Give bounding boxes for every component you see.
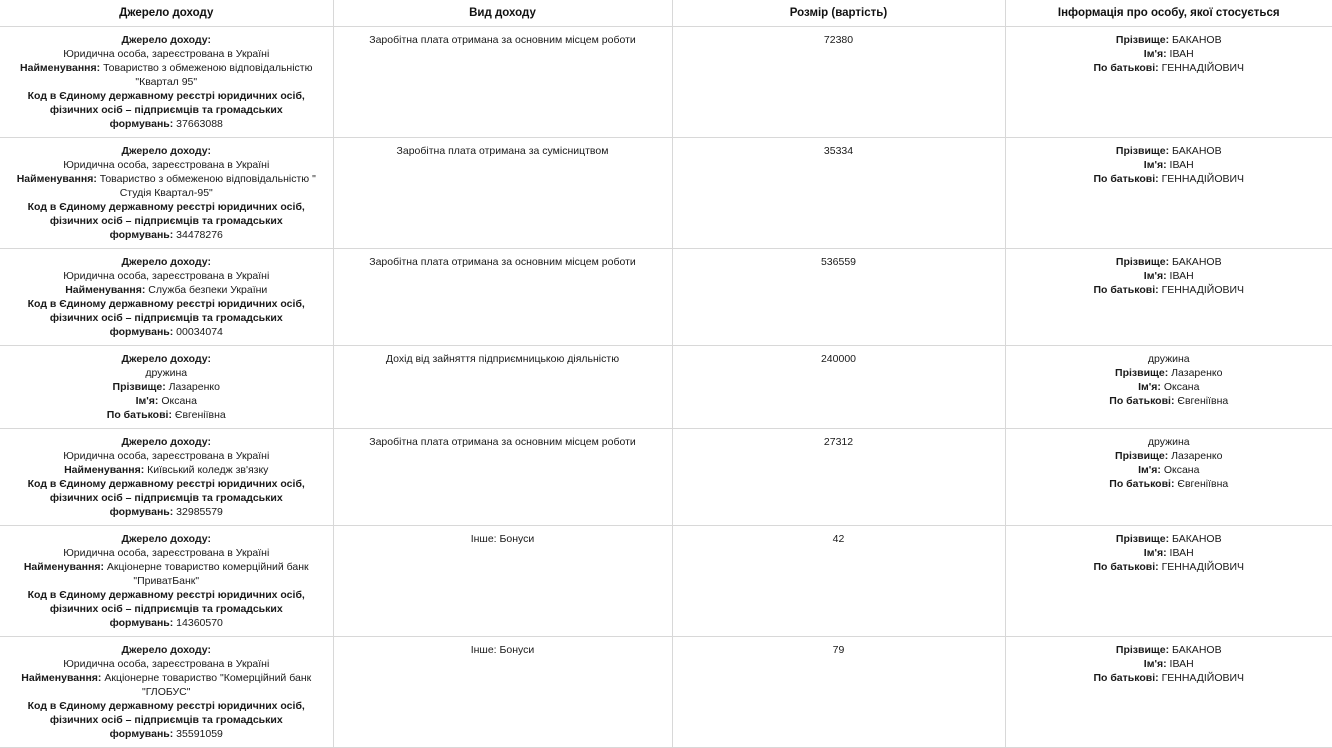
cell-income-type: Заробітна плата отримана за основним місцем роботи bbox=[333, 27, 672, 138]
cell-source bbox=[0, 526, 333, 637]
column-header-source: Джерело доходу bbox=[0, 0, 333, 27]
source-name-label: Прізвище: bbox=[112, 381, 166, 393]
source-code-label-3: формувань: bbox=[109, 229, 174, 241]
table-row bbox=[0, 637, 1332, 748]
person-patronymic-label: По батькові: bbox=[1109, 395, 1175, 407]
source-entity-type: дружина bbox=[145, 367, 188, 379]
source-name-value: Акціонерне товариство "Комерційний банк "ГЛОБУС" bbox=[104, 672, 312, 698]
person-patronymic: ГЕННАДІЙОВИЧ bbox=[1161, 672, 1245, 684]
source-code-label-3: формувань: bbox=[109, 326, 174, 338]
source-code-value: Євгеніївна bbox=[174, 409, 226, 421]
source-title: Джерело доходу: bbox=[121, 353, 211, 365]
column-header-income-type: Вид доходу bbox=[333, 0, 672, 27]
person-first-name-label: Ім'я: bbox=[1143, 159, 1167, 171]
table-header-row bbox=[0, 0, 1332, 27]
cell-person bbox=[1005, 526, 1332, 637]
person-first-name: Оксана bbox=[1163, 464, 1200, 476]
source-name-value: Товариство з обмеженою відповідальністю " Студія Квартал-95" bbox=[99, 173, 316, 199]
source-code-value: 00034074 bbox=[176, 326, 223, 338]
source-code-value: 32985579 bbox=[176, 506, 223, 518]
source-entity-type: Юридична особа, зареєстрована в Україні bbox=[63, 270, 270, 282]
source-name-label: Найменування: bbox=[65, 284, 146, 296]
person-last-name: БАКАНОВ bbox=[1172, 145, 1222, 157]
cell-amount: 79 bbox=[672, 637, 1005, 748]
person-relation: дружина bbox=[1147, 353, 1190, 365]
source-title: Джерело доходу: bbox=[121, 34, 211, 46]
source-name-label: Найменування: bbox=[21, 672, 102, 684]
person-first-name-label: Ім'я: bbox=[1138, 464, 1161, 476]
cell-source bbox=[0, 27, 333, 138]
cell-source bbox=[0, 249, 333, 346]
source-code-label-1: Ім'я: bbox=[135, 395, 159, 407]
cell-person bbox=[1005, 138, 1332, 249]
person-last-name-label: Прізвище: bbox=[1115, 533, 1170, 545]
person-first-name: Оксана bbox=[1163, 381, 1200, 393]
source-code-label-1: Код в Єдиному державному реєстрі юридичних осіб, bbox=[27, 478, 305, 490]
source-code-value: 37663088 bbox=[176, 118, 223, 130]
person-last-name-label: Прізвище: bbox=[1115, 145, 1170, 157]
source-entity-type: Юридична особа, зареєстрована в Україні bbox=[63, 159, 270, 171]
cell-amount: 27312 bbox=[672, 429, 1005, 526]
source-entity-type: Юридична особа, зареєстрована в Україні bbox=[63, 450, 270, 462]
source-code-label-3: формувань: bbox=[109, 118, 174, 130]
cell-source bbox=[0, 429, 333, 526]
person-first-name: ІВАН bbox=[1169, 270, 1194, 282]
person-last-name-label: Прізвище: bbox=[1115, 367, 1169, 379]
person-first-name-label: Ім'я: bbox=[1143, 48, 1167, 60]
person-patronymic-label: По батькові: bbox=[1093, 62, 1159, 74]
person-patronymic: ГЕННАДІЙОВИЧ bbox=[1161, 561, 1245, 573]
person-last-name: Лазаренко bbox=[1171, 450, 1223, 462]
source-code-label-1: Код в Єдиному державному реєстрі юридичних осіб, bbox=[27, 90, 305, 102]
person-patronymic: ГЕННАДІЙОВИЧ bbox=[1161, 284, 1245, 296]
person-first-name-label: Ім'я: bbox=[1143, 547, 1167, 559]
person-first-name: ІВАН bbox=[1169, 547, 1194, 559]
source-code-label-2: Оксана bbox=[161, 395, 197, 407]
cell-person bbox=[1005, 429, 1332, 526]
person-last-name-label: Прізвище: bbox=[1115, 644, 1170, 656]
source-name-value: Товариство з обмеженою відповідальністю "Квартал 95" bbox=[103, 62, 313, 88]
source-code-label-2: фізичних осіб – підприємців та громадських bbox=[49, 603, 283, 615]
person-patronymic: Євгеніївна bbox=[1177, 478, 1229, 490]
cell-person bbox=[1005, 249, 1332, 346]
cell-amount: 536559 bbox=[672, 249, 1005, 346]
cell-source bbox=[0, 346, 333, 429]
source-code-label-1: Код в Єдиному державному реєстрі юридичних осіб, bbox=[27, 589, 305, 601]
person-last-name: Лазаренко bbox=[1171, 367, 1223, 379]
person-last-name: БАКАНОВ bbox=[1172, 34, 1222, 46]
source-name-value: Служба безпеки України bbox=[148, 284, 268, 296]
person-first-name-label: Ім'я: bbox=[1138, 381, 1161, 393]
person-last-name: БАКАНОВ bbox=[1172, 644, 1222, 656]
source-entity-type: Юридична особа, зареєстрована в Україні bbox=[63, 658, 270, 670]
cell-person bbox=[1005, 637, 1332, 748]
source-code-label-2: фізичних осіб – підприємців та громадських bbox=[49, 714, 283, 726]
person-patronymic-label: По батькові: bbox=[1109, 478, 1175, 490]
source-code-label-3: По батькові: bbox=[106, 409, 172, 421]
source-title: Джерело доходу: bbox=[121, 436, 211, 448]
source-code-label-2: фізичних осіб – підприємців та громадських bbox=[49, 104, 283, 116]
source-title: Джерело доходу: bbox=[121, 256, 211, 268]
source-code-label-2: фізичних осіб – підприємців та громадських bbox=[49, 312, 283, 324]
source-code-value: 14360570 bbox=[176, 617, 223, 629]
person-patronymic-label: По батькові: bbox=[1093, 561, 1159, 573]
cell-person bbox=[1005, 27, 1332, 138]
table-row bbox=[0, 429, 1332, 526]
column-header-amount: Розмір (вартість) bbox=[672, 0, 1005, 27]
source-code-label-1: Код в Єдиному державному реєстрі юридичних осіб, bbox=[27, 700, 305, 712]
table-row bbox=[0, 526, 1332, 637]
source-code-value: 35591059 bbox=[176, 728, 223, 740]
cell-income-type: Дохід від зайняття підприємницькою діяльністю bbox=[333, 346, 672, 429]
cell-income-type: Заробітна плата отримана за основним місцем роботи bbox=[333, 249, 672, 346]
source-code-value: 34478276 bbox=[176, 229, 223, 241]
source-title: Джерело доходу: bbox=[121, 644, 211, 656]
source-name-label: Найменування: bbox=[20, 62, 101, 74]
person-first-name-label: Ім'я: bbox=[1143, 658, 1167, 670]
person-last-name: БАКАНОВ bbox=[1172, 256, 1222, 268]
table-header bbox=[0, 0, 1332, 27]
cell-amount: 42 bbox=[672, 526, 1005, 637]
source-title: Джерело доходу: bbox=[121, 533, 211, 545]
source-code-label-3: формувань: bbox=[109, 728, 174, 740]
source-code-label-1: Код в Єдиному державному реєстрі юридичних осіб, bbox=[27, 298, 305, 310]
cell-source bbox=[0, 637, 333, 748]
person-first-name: ІВАН bbox=[1169, 658, 1194, 670]
table-row bbox=[0, 27, 1332, 138]
source-name-label: Найменування: bbox=[23, 561, 104, 573]
person-last-name-label: Прізвище: bbox=[1115, 450, 1169, 462]
person-patronymic: ГЕННАДІЙОВИЧ bbox=[1161, 62, 1245, 74]
cell-income-type: Інше: Бонуси bbox=[333, 526, 672, 637]
person-first-name: ІВАН bbox=[1169, 159, 1194, 171]
source-code-label-1: Код в Єдиному державному реєстрі юридичних осіб, bbox=[27, 201, 305, 213]
cell-amount: 35334 bbox=[672, 138, 1005, 249]
cell-amount: 72380 bbox=[672, 27, 1005, 138]
person-patronymic-label: По батькові: bbox=[1093, 173, 1159, 185]
source-title: Джерело доходу: bbox=[121, 145, 211, 157]
person-last-name-label: Прізвище: bbox=[1115, 34, 1170, 46]
table-row bbox=[0, 249, 1332, 346]
person-first-name: ІВАН bbox=[1169, 48, 1194, 60]
cell-income-type: Заробітна плата отримана за сумісництвом bbox=[333, 138, 672, 249]
source-name-label: Найменування: bbox=[64, 464, 145, 476]
source-name-value: Лазаренко bbox=[168, 381, 220, 393]
source-entity-type: Юридична особа, зареєстрована в Україні bbox=[63, 547, 270, 559]
cell-source bbox=[0, 138, 333, 249]
source-name-label: Найменування: bbox=[16, 173, 97, 185]
person-last-name: БАКАНОВ bbox=[1172, 533, 1222, 545]
person-first-name-label: Ім'я: bbox=[1143, 270, 1167, 282]
person-relation: дружина bbox=[1147, 436, 1190, 448]
cell-person bbox=[1005, 346, 1332, 429]
cell-income-type: Заробітна плата отримана за основним місцем роботи bbox=[333, 429, 672, 526]
person-patronymic-label: По батькові: bbox=[1093, 672, 1159, 684]
source-code-label-3: формувань: bbox=[109, 506, 174, 518]
table-row bbox=[0, 138, 1332, 249]
person-patronymic: Євгеніївна bbox=[1177, 395, 1229, 407]
table-row bbox=[0, 346, 1332, 429]
source-code-label-2: фізичних осіб – підприємців та громадських bbox=[49, 215, 283, 227]
column-header-person: Інформація про особу, якої стосується bbox=[1005, 0, 1332, 27]
table-body bbox=[0, 27, 1332, 748]
cell-amount: 240000 bbox=[672, 346, 1005, 429]
person-patronymic-label: По батькові: bbox=[1093, 284, 1159, 296]
source-code-label-3: формувань: bbox=[109, 617, 174, 629]
person-patronymic: ГЕННАДІЙОВИЧ bbox=[1161, 173, 1245, 185]
source-name-value: Акціонерне товариство комерційний банк "ПриватБанк" bbox=[106, 561, 309, 587]
source-code-label-2: фізичних осіб – підприємців та громадських bbox=[49, 492, 283, 504]
source-name-value: Київський коледж зв'язку bbox=[147, 464, 269, 476]
person-last-name-label: Прізвище: bbox=[1115, 256, 1170, 268]
cell-income-type: Інше: Бонуси bbox=[333, 637, 672, 748]
source-entity-type: Юридична особа, зареєстрована в Україні bbox=[63, 48, 270, 60]
